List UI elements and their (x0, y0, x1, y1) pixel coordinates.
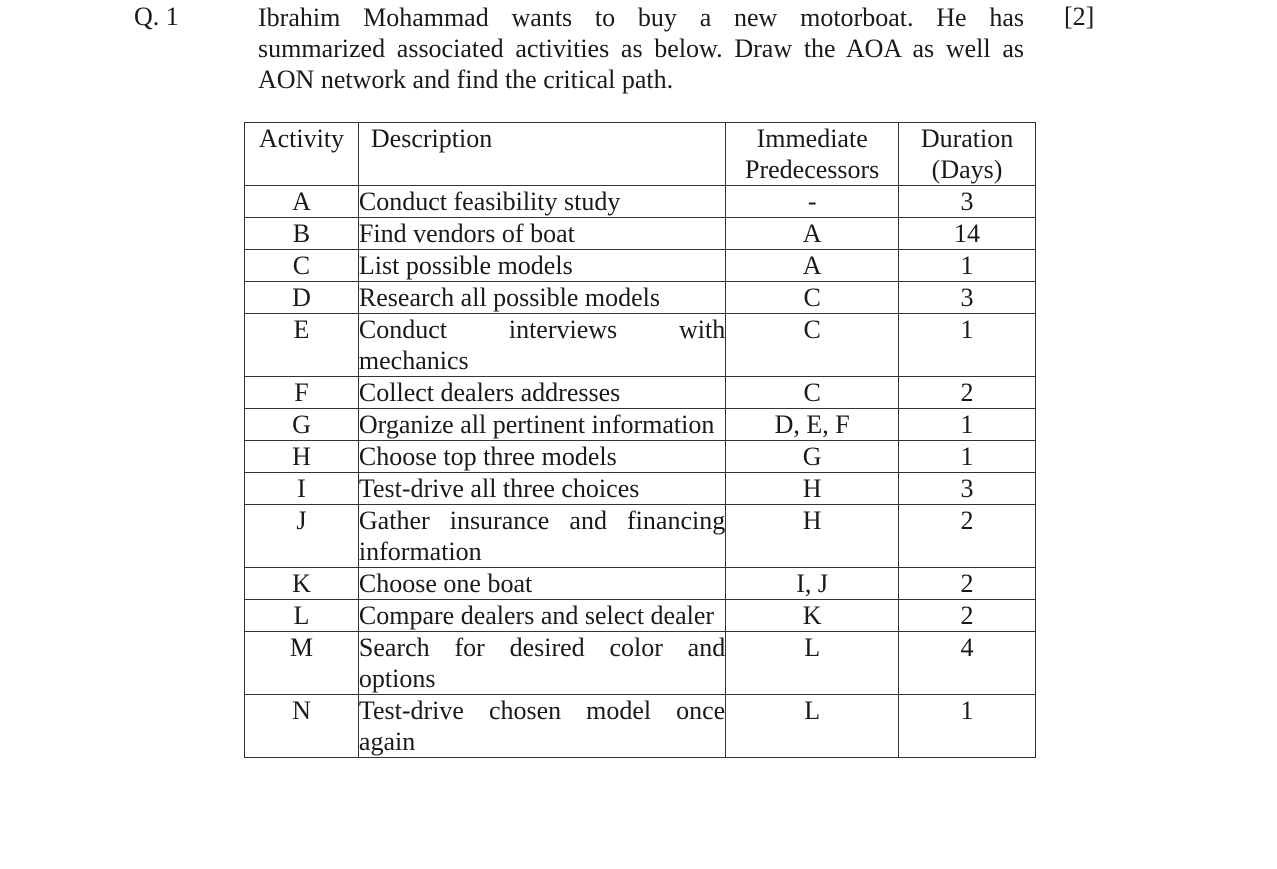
header-predecessors-line2: Predecessors (745, 155, 880, 184)
cell-activity: D (245, 282, 359, 314)
cell-activity: L (245, 600, 359, 632)
cell-predecessors: C (726, 282, 899, 314)
question-line-1: Ibrahim Mohammad wants to buy a new motorboat. He has (258, 3, 1024, 32)
cell-activity: H (245, 441, 359, 473)
table-row (245, 441, 1036, 473)
cell-duration: 4 (899, 632, 1036, 695)
table-row (245, 600, 1036, 632)
table-row (245, 505, 1036, 568)
table-row (245, 568, 1036, 600)
cell-predecessors: C (726, 377, 899, 409)
cell-activity: E (245, 314, 359, 377)
cell-activity: I (245, 473, 359, 505)
cell-predecessors: D, E, F (726, 409, 899, 441)
cell-predecessors: H (726, 473, 899, 505)
question-text (258, 2, 1024, 95)
cell-predecessors: - (726, 186, 899, 218)
cell-description: Choose top three models (358, 441, 725, 473)
header-duration-line1: Duration (920, 124, 1014, 153)
cell-description: Gather insurance and financing information (358, 506, 726, 566)
cell-duration: 1 (899, 250, 1036, 282)
header-predecessors (726, 123, 899, 186)
cell-predecessors: I, J (726, 568, 899, 600)
cell-activity: C (245, 250, 359, 282)
cell-description: Conduct feasibility study (358, 186, 725, 218)
cell-duration: 3 (899, 473, 1036, 505)
question-line-2: summarized associated activities as below. Draw the AOA as well as (258, 34, 1024, 63)
cell-predecessors: K (726, 600, 899, 632)
cell-activity: N (245, 695, 359, 758)
cell-description: Find vendors of boat (358, 218, 725, 250)
cell-duration: 2 (899, 568, 1036, 600)
question-line-3: AON network and find the critical path. (258, 65, 674, 94)
cell-duration: 3 (899, 186, 1036, 218)
table-row (245, 695, 1036, 758)
table-row (245, 250, 1036, 282)
cell-activity: B (245, 218, 359, 250)
cell-description: Research all possible models (358, 282, 725, 314)
cell-description: Search for desired color and options (358, 633, 726, 693)
table-row (245, 314, 1036, 377)
cell-duration: 14 (899, 218, 1036, 250)
cell-duration: 2 (899, 377, 1036, 409)
question-marks: [2] (1064, 2, 1095, 31)
cell-duration: 1 (899, 441, 1036, 473)
cell-duration: 2 (899, 600, 1036, 632)
header-activity: Activity (245, 123, 359, 186)
cell-predecessors: A (726, 250, 899, 282)
question-number: Q. 1 (134, 2, 179, 31)
cell-activity: G (245, 409, 359, 441)
cell-predecessors: C (726, 314, 899, 377)
cell-duration: 3 (899, 282, 1036, 314)
cell-description: List possible models (358, 250, 725, 282)
cell-description: Test-drive all three choices (358, 473, 725, 505)
cell-predecessors: L (726, 695, 899, 758)
cell-predecessors: G (726, 441, 899, 473)
cell-activity: F (245, 377, 359, 409)
header-duration (899, 123, 1036, 186)
table-header-row (245, 123, 1036, 186)
cell-description: Conduct interviews with mechanics (358, 315, 726, 375)
activity-table (244, 122, 1036, 758)
cell-activity: M (245, 632, 359, 695)
table-row (245, 409, 1036, 441)
cell-predecessors: A (726, 218, 899, 250)
header-predecessors-line1: Immediate (756, 124, 868, 153)
cell-predecessors: L (726, 632, 899, 695)
cell-description: Organize all pertinent information (358, 409, 725, 441)
cell-description: Test-drive chosen model once again (358, 696, 726, 756)
cell-description: Choose one boat (358, 568, 725, 600)
header-description: Description (358, 123, 725, 186)
cell-activity: K (245, 568, 359, 600)
table-row (245, 218, 1036, 250)
cell-duration: 1 (899, 409, 1036, 441)
cell-predecessors: H (726, 505, 899, 568)
cell-description: Collect dealers addresses (358, 377, 725, 409)
cell-description: Compare dealers and select dealer (358, 600, 725, 632)
table-row (245, 473, 1036, 505)
table-row (245, 632, 1036, 695)
cell-duration: 1 (899, 695, 1036, 758)
cell-duration: 2 (899, 505, 1036, 568)
table-row (245, 186, 1036, 218)
cell-activity: A (245, 186, 359, 218)
cell-duration: 1 (899, 314, 1036, 377)
cell-activity: J (245, 505, 359, 568)
header-duration-line2: (Days) (931, 155, 1003, 184)
table-row (245, 282, 1036, 314)
table-row (245, 377, 1036, 409)
